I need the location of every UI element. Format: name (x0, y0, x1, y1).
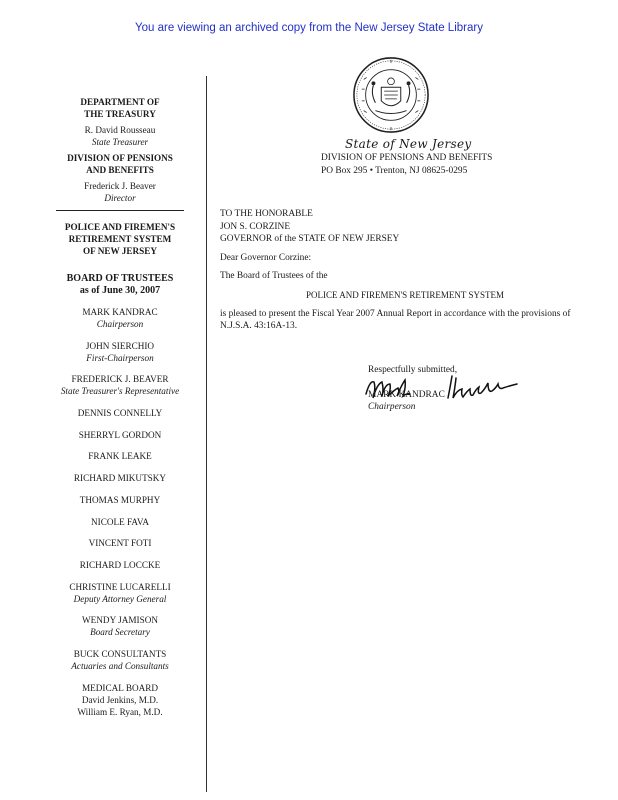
treasurer-title: State Treasurer (91, 137, 149, 147)
member-name: FREDERICK J. BEAVER (71, 374, 169, 385)
board-member (40, 516, 200, 528)
board-member (40, 407, 200, 419)
department-block (40, 96, 200, 204)
member-title: Deputy Attorney General (73, 593, 167, 604)
board-member (40, 340, 200, 364)
member-name: THOMAS MURPHY (79, 494, 161, 505)
division-line-2: AND BENEFITS (86, 165, 154, 175)
closing: Respectfully submitted, (368, 365, 458, 375)
member-name: WENDY JAMISON (82, 615, 158, 626)
sidebar (40, 96, 200, 718)
division-line-1: DIVISION OF PENSIONS (67, 153, 173, 163)
system-line-3: OF NEW JERSEY (82, 246, 158, 256)
board-line-2: as of June 30, 2007 (79, 285, 161, 296)
board-member (40, 648, 200, 672)
member-name: RICHARD LOCCKE (79, 559, 161, 570)
department-line-1: DEPARTMENT OF (80, 97, 160, 107)
vertical-divider (206, 76, 207, 792)
letterhead-address: PO Box 295 • Trenton, NJ 08625-0295 (321, 166, 468, 176)
addressee-line-1: TO THE HONORABLE (220, 209, 313, 219)
director-name: Frederick J. Beaver (84, 181, 156, 191)
addressee-line-3: GOVERNOR of the STATE OF NEW JERSEY (220, 234, 400, 245)
member-name: RICHARD MIKUTSKY (73, 473, 167, 484)
board-member (40, 614, 200, 638)
letterhead (321, 138, 492, 178)
body-intro: The Board of Trustees of the (220, 271, 328, 282)
medical-board (40, 682, 200, 718)
member-name: CHRISTINE LUCARELLI (69, 581, 171, 592)
body-text: is pleased to present the Fiscal Year 2007 Annual Report in accordance with the provisions of N.J.S.A. 43:16A-13. (220, 308, 571, 332)
member-name: VINCENT FOTI (88, 538, 152, 549)
system-block (40, 221, 200, 257)
member-name: DENNIS CONNELLY (77, 408, 163, 419)
state-seal-icon (352, 56, 430, 134)
medical-member: William E. Ryan, M.D. (77, 706, 163, 717)
state-name: State of New Jersey (345, 137, 472, 151)
board-line-1: BOARD OF TRUSTEES (66, 273, 174, 284)
salutation: Dear Governor Corzine: (220, 252, 312, 263)
archive-banner: You are viewing an archived copy from the New Jersey State Library (135, 22, 483, 34)
member-name: JOHN SIERCHIO (85, 340, 155, 351)
addressee-line-2: JON S. CORZINE (220, 221, 291, 232)
signer-title: Chairperson (368, 402, 416, 413)
board-member (40, 306, 200, 330)
signature-block (368, 364, 457, 414)
board-member (40, 373, 200, 397)
board-heading (40, 273, 200, 297)
member-title: Chairperson (96, 319, 144, 329)
board-member (40, 537, 200, 549)
board-member (40, 429, 200, 441)
member-title: State Treasurer's Representative (60, 386, 180, 397)
member-title: Actuaries and Consultants (71, 660, 169, 671)
director-title: Director (104, 193, 136, 203)
member-name: NICOLE FAVA (91, 516, 149, 527)
board-member (40, 450, 200, 462)
department-line-2: THE TREASURY (84, 109, 156, 119)
board-member (40, 494, 200, 506)
member-name: MARK KANDRAC (82, 307, 158, 317)
treasurer-name: R. David Rousseau (84, 125, 156, 135)
letter-body (220, 208, 590, 333)
board-member (40, 559, 200, 571)
letterhead-division: DIVISION OF PENSIONS AND BENEFITS (321, 153, 493, 163)
medical-member: David Jenkins, M.D. (81, 694, 159, 705)
system-line-2: RETIREMENT SYSTEM (68, 234, 172, 244)
member-name: FRANK LEAKE (88, 451, 152, 462)
system-line-1: POLICE AND FIREMEN'S (64, 222, 176, 232)
system-name: POLICE AND FIREMEN'S RETIREMENT SYSTEM (306, 289, 504, 300)
board-members (40, 306, 200, 672)
signer-name: MARK KANDRAC (368, 389, 445, 400)
sidebar-divider (56, 210, 184, 211)
member-name: SHERRYL GORDON (78, 429, 162, 440)
board-member (40, 472, 200, 484)
member-title: Board Secretary (90, 627, 150, 638)
board-member (40, 581, 200, 605)
medical-board-heading: MEDICAL BOARD (82, 682, 158, 693)
member-name: BUCK CONSULTANTS (73, 648, 167, 659)
member-title: First-Chairperson (86, 352, 154, 363)
